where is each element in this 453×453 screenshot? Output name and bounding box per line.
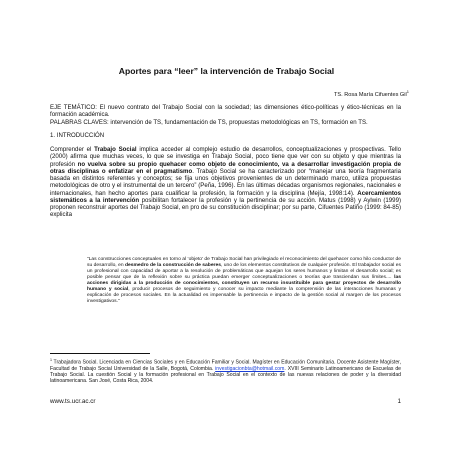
intro-text-4: no vuelva sobre su propio quehacer como objeto de conocimiento, va a desarrollar investigación propia de otras disciplinas o enfatizar en el pragmatismo <box>50 160 402 175</box>
author-footnote-mark[interactable]: 1 <box>406 89 409 94</box>
intro-paragraph <box>50 146 401 219</box>
intro-text-3: implica acceder al complejo estudio de desarrollos, conceptualizaciones y prospectivas. Tello (2000) afirma que muchas veces, lo que se investiga en Trabajo Social, poco tiene que ver con su objeto y que mientras la profesión <box>50 146 401 168</box>
intro-text-2: Trabajo Social <box>94 146 137 153</box>
author-line <box>334 88 409 99</box>
intro-text-5: . Trabajo Social se ha caracterizado por “manejar una teoría fragmentaria basada en distintos referentes y conceptos; se fija unos objetivos provenientes de un determinado marco, utiliza propuestas metodológicas de otro y el instrumental de un tercero” (Peña, 1996). En las últimas décadas organismos regionales, nacionales e internacionales, han hecho aportes para cualificar la profesión, la formación y la disciplina (Mejía, 1998:14). <box>50 167 401 197</box>
footnote <box>50 357 401 384</box>
quote-text-3: , uno de los elementos constitutivos de cualquier profesión. El trabajador social es un profesional con capacidad de aportar a la resolución de problemáticas que aquejan los seres humanos y limitan el desarrollo social; es posible pensar que de la reflexión sobre su práctica puedan emerger conceptualizaciones o teorías que trasciendan sus límites.... <box>87 263 401 281</box>
keywords-label: PALABRAS CLAVES: <box>50 118 109 126</box>
quote-text-1: “Las construcciones conceptuales en torno al ‘objeto’ de Trabajo Social han privilegiado el reconocimiento del quehacer como hilo conductor de su desarrollo, en <box>87 257 401 269</box>
keywords-text: intervención de TS, fundamentación de TS, propuestas metodológicas en TS, formación en TS. <box>108 118 368 126</box>
thematic-axis <box>50 104 401 126</box>
page-number: 1 <box>397 398 401 405</box>
footnote-mark: 1 <box>50 358 52 362</box>
footnote-email-link[interactable]: investigacionbta@hotmail.com <box>215 365 285 372</box>
summary-block <box>50 104 401 126</box>
intro-text-6: Acercamientos sistemáticos a la intervención <box>50 189 401 204</box>
section-heading: 1. INTRODUCCIÓN <box>50 132 105 139</box>
thematic-axis-label: EJE TEMÁTICO: <box>50 104 97 111</box>
footnote-text-2: . XVIII Seminario Latinoamericano de Escuelas de Trabajo Social. La cuestión Social y la formación profesional en Trabajo Social en el contexto de las nuevas relaciones de poder y la diversidad latinoamericana. San José, Costa Rica, 2004. <box>50 365 401 385</box>
footer-url[interactable]: www.ts.ucr.ac.cr <box>50 398 96 405</box>
thematic-axis-text: El nuevo contrato del Trabajo Social con la sociedad; las dimensiones ético-políticas y ético-técnicas en la formación académica. <box>50 104 402 119</box>
footnote-divider <box>50 353 150 354</box>
intro-text-1: Comprender el <box>50 146 95 153</box>
author-name: TS. Rosa María Cifuentes Gil <box>334 91 407 98</box>
quote-text-2: desmedro de la construcción de saberes <box>125 263 221 269</box>
intro-text-7: posibilitan fortalecer la profesión y la pertinencia de su acción. Matus (1998) y Aylwin (1999) proponen reconstruir aportes del Trabajo Social, en pro de su constitución disciplinar; por su parte, Cifuentes Patiño (1999: 84-85) explicita <box>50 196 401 219</box>
quote-text-4: las acciones dirigidas a la producción de conocimientos, constituyen un recurso insustituible para gestar proyectos de desarrollo humano y social <box>87 275 401 293</box>
quote-text-5: , producir procesos de seguimiento y conocer su impacto mediante la comprensión de las interacciones humanas y explicación de procesos sociales. En la actualidad es impensable la pertinencia e impacto de la gestión social al margen de los procesos investigativos.” <box>87 287 401 305</box>
block-quote <box>87 257 401 305</box>
document-title: Aportes para “leer” la intervención de Trabajo Social <box>118 66 335 76</box>
footnote-text-1: Trabajadora Social. Licenciada en Ciencias Sociales y en Educación Familiar y Social. Magíster en Educación Comunitaria. Docente Asistente Magíster, Facultad de Trabajo Social Universidad de la Salle, Bogotá, Colombia. <box>50 359 401 372</box>
